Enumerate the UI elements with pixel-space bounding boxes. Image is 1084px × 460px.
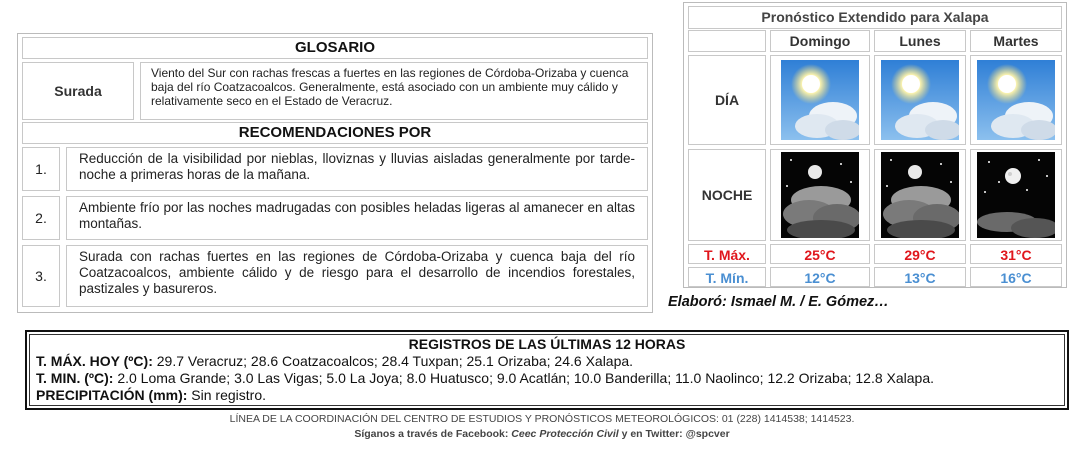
tmin-value: 12°C <box>770 267 870 287</box>
footer-social <box>0 428 1084 440</box>
records-tmax-label: T. MÁX. HOY (ºC): <box>36 353 153 369</box>
rec-text: Surada con rachas fuertes en las regiones de Córdoba-Orizaba y cuenca baja del río Coatzacoalcos, ambiente cálido y de riesgo para el desarrollo de incendios forestales, pastizales y basureros. <box>66 245 648 307</box>
footer-social-mid: y en Twitter: <box>618 428 686 440</box>
glossary-title: GLOSARIO <box>22 37 648 59</box>
forecast-day-cell <box>874 55 966 145</box>
forecast-row-day: DÍA <box>688 55 766 145</box>
records-precip-label: PRECIPITACIÓN (mm): <box>36 387 188 403</box>
records-precip-value: Sin registro. <box>187 387 267 403</box>
glossary-panel <box>17 33 653 313</box>
records-tmin <box>30 370 1064 387</box>
glossary-definition: Viento del Sur con rachas frescas a fuertes en las regiones de Córdoba-Orizaba y cuenca baja del río Coatzacoalcos. Generalmente, está asociado con un ambiente muy cálido y relativamente seco en el Estado de Veracruz. <box>140 62 648 120</box>
sun-clouds-icon <box>977 60 1055 140</box>
rec-text: Reducción de la visibilidad por nieblas, lloviznas y lluvias aisladas generalmente por tarde-noche a primeras horas de la mañana. <box>66 147 648 191</box>
forecast-day-cell <box>970 55 1062 145</box>
records-tmin-label: T. MIN. (ºC): <box>36 370 114 386</box>
twitter-link[interactable]: @spcver <box>685 428 730 440</box>
records-tmax <box>30 353 1064 370</box>
forecast-night-cell <box>970 149 1062 241</box>
rec-number: 3. <box>22 245 60 307</box>
forecast-day-cell <box>770 55 870 145</box>
tmin-label: T. Mín. <box>688 267 766 287</box>
facebook-link[interactable]: Ceec Protección Civil <box>511 428 619 440</box>
moon-clouds-icon <box>781 152 859 238</box>
footer-social-prefix: Síganos a través de Facebook: <box>354 428 512 440</box>
forecast-night-cell <box>874 149 966 241</box>
sun-clouds-icon <box>781 60 859 140</box>
forecast-title: Pronóstico Extendido para Xalapa <box>688 6 1062 29</box>
moon-clouds-icon <box>977 152 1055 238</box>
recommendations-title: RECOMENDACIONES POR <box>22 122 648 144</box>
tmax-value: 25°C <box>770 244 870 264</box>
author-credit: Elaboró: Ismael M. / E. Gómez… <box>668 294 889 310</box>
rec-number: 2. <box>22 196 60 240</box>
records-title: REGISTROS DE LAS ÚLTIMAS 12 HORAS <box>408 336 686 352</box>
tmax-label: T. Máx. <box>688 244 766 264</box>
footer-contact: LÍNEA DE LA COORDINACIÓN DEL CENTRO DE ESTUDIOS Y PRONÓSTICOS METEOROLÓGICOS: 01 (228) 1414538; 1414523. <box>229 413 855 425</box>
tmin-value: 13°C <box>874 267 966 287</box>
forecast-night-cell <box>770 149 870 241</box>
forecast-panel <box>683 2 1067 288</box>
tmax-value: 31°C <box>970 244 1062 264</box>
rec-text: Ambiente frío por las noches madrugadas con posibles heladas ligeras al amanecer en altas montañas. <box>66 196 648 240</box>
tmin-value: 16°C <box>970 267 1062 287</box>
records-tmax-value: 29.7 Veracruz; 28.6 Coatzacoalcos; 28.4 Tuxpan; 25.1 Orizaba; 24.6 Xalapa. <box>152 353 634 369</box>
sun-clouds-icon <box>881 60 959 140</box>
moon-clouds-icon <box>881 152 959 238</box>
tmax-value: 29°C <box>874 244 966 264</box>
glossary-term: Surada <box>22 62 134 120</box>
forecast-corner <box>688 30 766 52</box>
rec-number: 1. <box>22 147 60 191</box>
records-tmin-value: 2.0 Loma Grande; 3.0 Las Vigas; 5.0 La Joya; 8.0 Huatusco; 9.0 Acatlán; 10.0 Banderilla; 11.0 Naolinco; 12.2 Orizaba; 12.8 Xalapa. <box>113 370 935 386</box>
records-panel <box>25 330 1069 410</box>
records-precip <box>30 387 1064 404</box>
forecast-day-header: Lunes <box>874 30 966 52</box>
forecast-day-header: Domingo <box>770 30 870 52</box>
forecast-day-header: Martes <box>970 30 1062 52</box>
forecast-row-night: NOCHE <box>688 149 766 241</box>
